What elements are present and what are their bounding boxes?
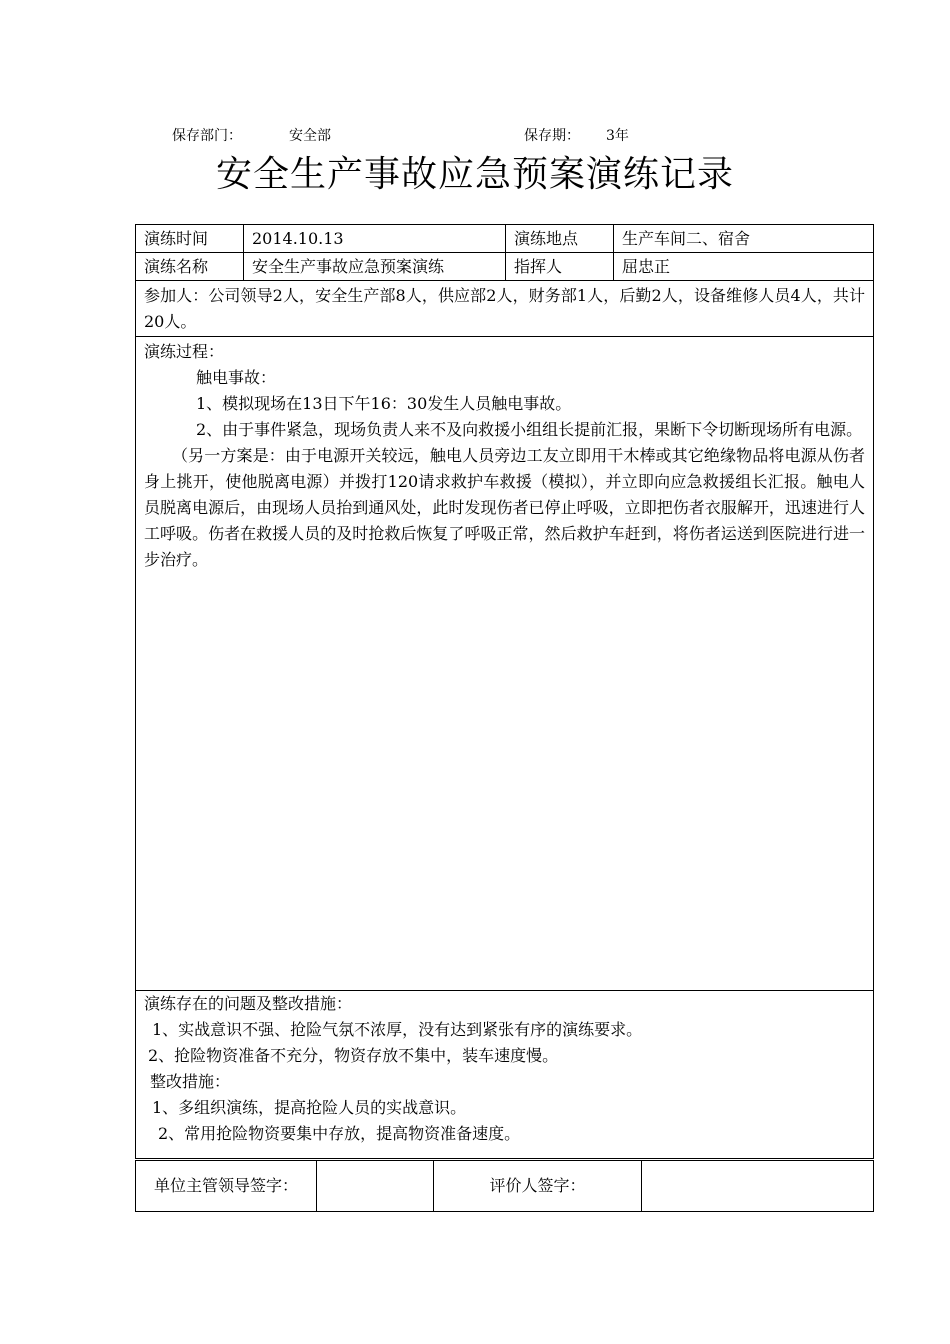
name-value: 安全生产事故应急预案演练 (244, 253, 506, 281)
issues-line: 2、抢险物资准备不充分，物资存放不集中，装车速度慢。 (148, 1046, 559, 1065)
issues-line: 1、实战意识不强、抢险气氛不浓厚，没有达到紧张有序的演练要求。 (152, 1020, 643, 1039)
period-label: 保存期： (524, 128, 580, 144)
name-label: 演练名称 (136, 253, 244, 281)
issues-line: 2、常用抢险物资要集中存放，提高物资准备速度。 (158, 1124, 521, 1143)
drill-record-table (135, 224, 874, 1159)
location-label: 演练地点 (506, 225, 614, 253)
issues-cell (136, 991, 874, 1159)
participants-cell (136, 281, 874, 337)
row-issues (136, 991, 874, 1159)
issues-line: 1、多组织演练，提高抢险人员的实战意识。 (152, 1098, 467, 1117)
signature-table (135, 1160, 874, 1212)
process-line: 1、模拟现场在13日下午16：30发生人员触电事故。 (196, 394, 572, 413)
leader-sign-field[interactable] (317, 1161, 434, 1212)
commander-value: 屈忠正 (614, 253, 874, 281)
process-line: 2、由于事件紧急，现场负责人来不及向救援小组组长提前汇报，果断下令切断现场所有电源。 (196, 420, 863, 439)
page-title: 安全生产事故应急预案演练记录 (215, 154, 734, 195)
time-label: 演练时间 (136, 225, 244, 253)
row-process (136, 337, 874, 991)
evaluator-sign-field[interactable] (642, 1161, 874, 1212)
issues-line: 整改措施： (150, 1072, 231, 1091)
period-value: 3年 (606, 128, 629, 144)
signature-row (136, 1161, 874, 1212)
process-cell (136, 337, 874, 991)
dept-label: 保存部门： (172, 128, 242, 144)
leader-sign-label: 单位主管领导签字： (136, 1161, 317, 1212)
participants-text: 参加人：公司领导2人，安全生产部8人，供应部2人，财务部1人，后勤2人，设备维修人员4人，共计20人。 (144, 286, 865, 331)
row-name-commander (136, 253, 874, 281)
issues-heading: 演练存在的问题及整改措施： (144, 994, 353, 1013)
process-line: 触电事故： (196, 368, 277, 387)
row-time-location (136, 225, 874, 253)
header-meta (0, 126, 950, 146)
process-line: （另一方案是：由于电源开关较远，触电人员旁边工友立即用干木棒或其它绝缘物品将电源从伤者身上挑开，使他脱离电源）并拨打120请求救护车救援（模拟），并立即向应急救援组长汇报。触电人员脱离电源后，由现场人员抬到通风处，此时发现伤者已停止呼吸，立即把伤者衣服解开，迅速进行人工呼吸。伤者在救援人员的及时抢救后恢复了呼吸正常，然后救护车赶到，将伤者运送到医院进行进一步治疗。 (144, 446, 865, 569)
process-heading: 演练过程： (144, 342, 225, 361)
time-value: 2014.10.13 (244, 225, 506, 253)
evaluator-sign-label: 评价人签字： (434, 1161, 642, 1212)
dept-value: 安全部 (289, 128, 331, 144)
location-value: 生产车间二、宿舍 (614, 225, 874, 253)
commander-label: 指挥人 (506, 253, 614, 281)
row-participants (136, 281, 874, 337)
